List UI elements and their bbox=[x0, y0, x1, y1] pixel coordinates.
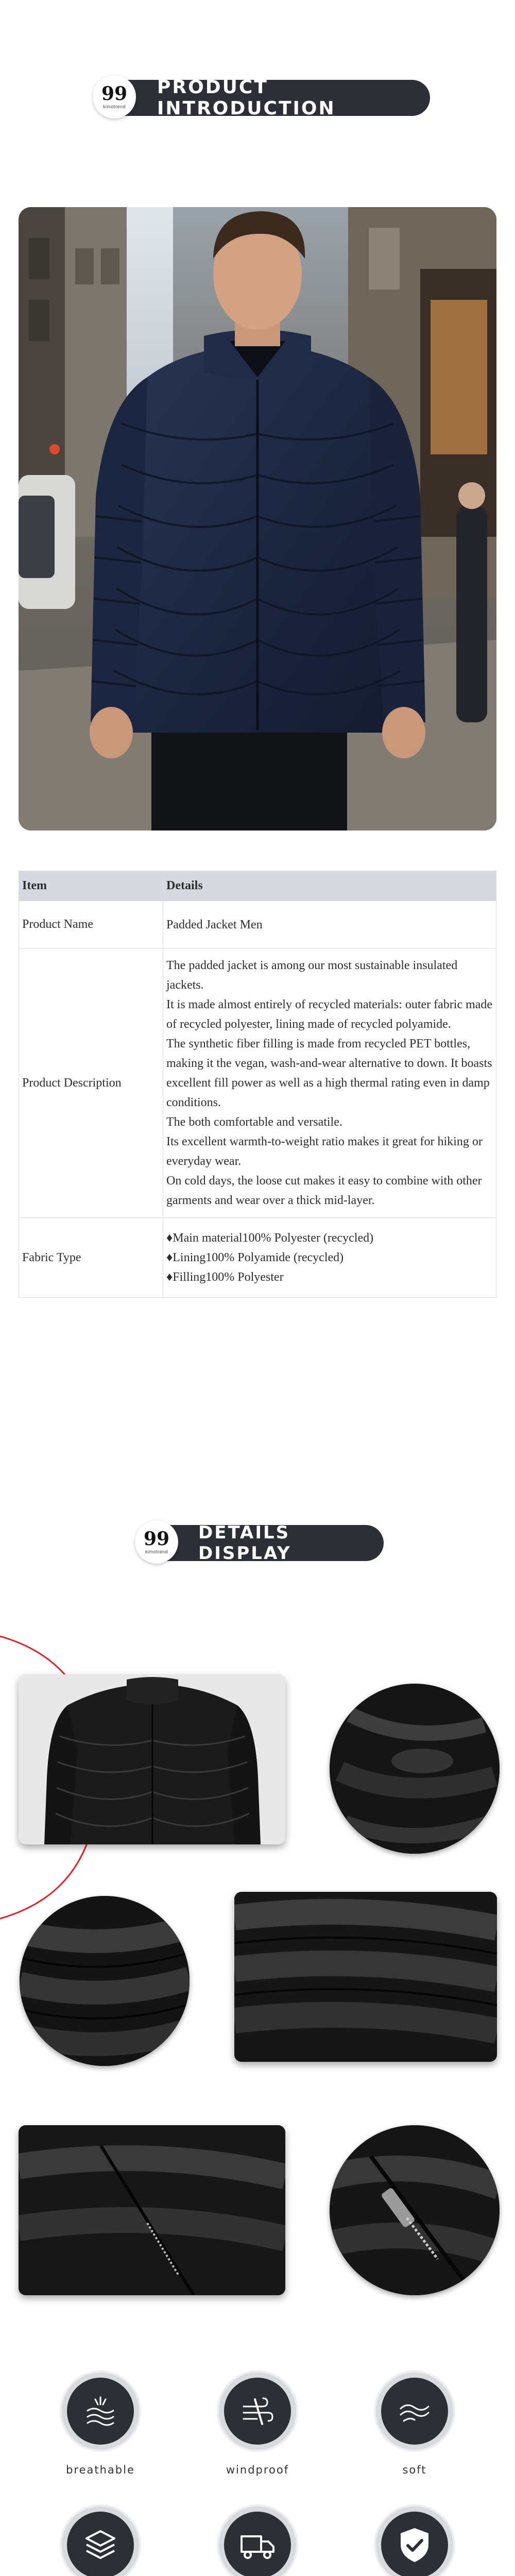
feature-label: windproof bbox=[226, 2464, 289, 2476]
description-line: The synthetic fiber filling is made from recycled PET bottles, making it the vegan, wash-and-wear alternative to down. It boasts excellent fill power as well as a high thermal rating even in damp conditions. bbox=[166, 1037, 492, 1109]
feature-thickened-material bbox=[39, 2506, 162, 2576]
model-in-padded-jacket-illustration bbox=[19, 207, 496, 831]
details-title: DETAILS DISPLAY bbox=[198, 1522, 291, 1564]
feature-label: soft bbox=[402, 2464, 427, 2476]
hero-model-photo bbox=[19, 207, 496, 831]
description-line: It is made almost entirely of recycled materials: outer fabric made of recycled polyester, lining made of recycled polyamide. bbox=[166, 998, 493, 1031]
header-item: Item bbox=[19, 871, 163, 901]
description-line: On cold days, the loose cut makes it easy to combine with other garments and wear over a thick mid-layer. bbox=[166, 1174, 482, 1207]
table-header-row bbox=[19, 871, 496, 901]
feature-quality-assurance bbox=[353, 2506, 476, 2576]
brand-logo bbox=[135, 1520, 178, 1564]
logo-number: 99 bbox=[143, 1528, 170, 1550]
row-label-fabric-type: Fabric Type bbox=[19, 1218, 163, 1298]
fabric-line: ♦Filling100% Polyester bbox=[166, 1270, 284, 1284]
intro-title-pill bbox=[100, 77, 430, 119]
delivery-truck-icon bbox=[219, 2506, 296, 2576]
row-value-product-name: Padded Jacket Men bbox=[163, 901, 496, 948]
description-line: The both comfortable and versatile. bbox=[166, 1115, 342, 1129]
feature-label: breathable bbox=[66, 2464, 135, 2476]
feature-windproof bbox=[196, 2372, 319, 2477]
detail-photo-quilting-circle bbox=[20, 1896, 190, 2066]
layers-icon bbox=[62, 2506, 139, 2576]
table-row bbox=[19, 948, 496, 1218]
intro-title: PRODUCT INTRODUCTION bbox=[157, 77, 336, 119]
description-line: The padded jacket is among our most sustainable insulated jackets. bbox=[166, 959, 458, 992]
fabric-line: ♦Lining100% Polyamide (recycled) bbox=[166, 1251, 344, 1264]
row-value-fabric-type bbox=[163, 1218, 496, 1298]
logo-brand: kimotrend bbox=[102, 104, 126, 109]
logo-number: 99 bbox=[101, 83, 128, 105]
detail-photo-zip-pull-circle bbox=[330, 2125, 500, 2295]
description-line: Its excellent warmth-to-weight ratio makes it great for hiking or everyday wear. bbox=[166, 1135, 483, 1168]
soft-icon bbox=[376, 2372, 453, 2450]
header-details: Details bbox=[163, 871, 496, 901]
row-label-product-description: Product Description bbox=[19, 948, 163, 1218]
table-row bbox=[19, 1218, 496, 1298]
feature-spot-quick-delivery bbox=[196, 2506, 319, 2576]
brand-logo bbox=[93, 75, 136, 118]
detail-photo-quilting-rect bbox=[234, 1892, 497, 2062]
feature-soft bbox=[353, 2372, 476, 2477]
detail-photo-zipper-rect bbox=[19, 2125, 285, 2295]
detail-photo-full-jacket bbox=[19, 1674, 285, 1844]
logo-brand: kimotrend bbox=[145, 1549, 168, 1554]
fabric-line: ♦Main material100% Polyester (recycled) bbox=[166, 1231, 374, 1245]
feature-breathable bbox=[39, 2372, 162, 2477]
table-row bbox=[19, 901, 496, 948]
detail-photo-collar-circle bbox=[330, 1684, 500, 1854]
breathable-icon bbox=[62, 2372, 139, 2450]
shield-check-icon bbox=[376, 2506, 453, 2576]
row-value-product-description bbox=[163, 948, 496, 1218]
product-spec-table bbox=[19, 871, 496, 1298]
windproof-icon bbox=[219, 2372, 296, 2450]
row-label-product-name: Product Name bbox=[19, 901, 163, 948]
